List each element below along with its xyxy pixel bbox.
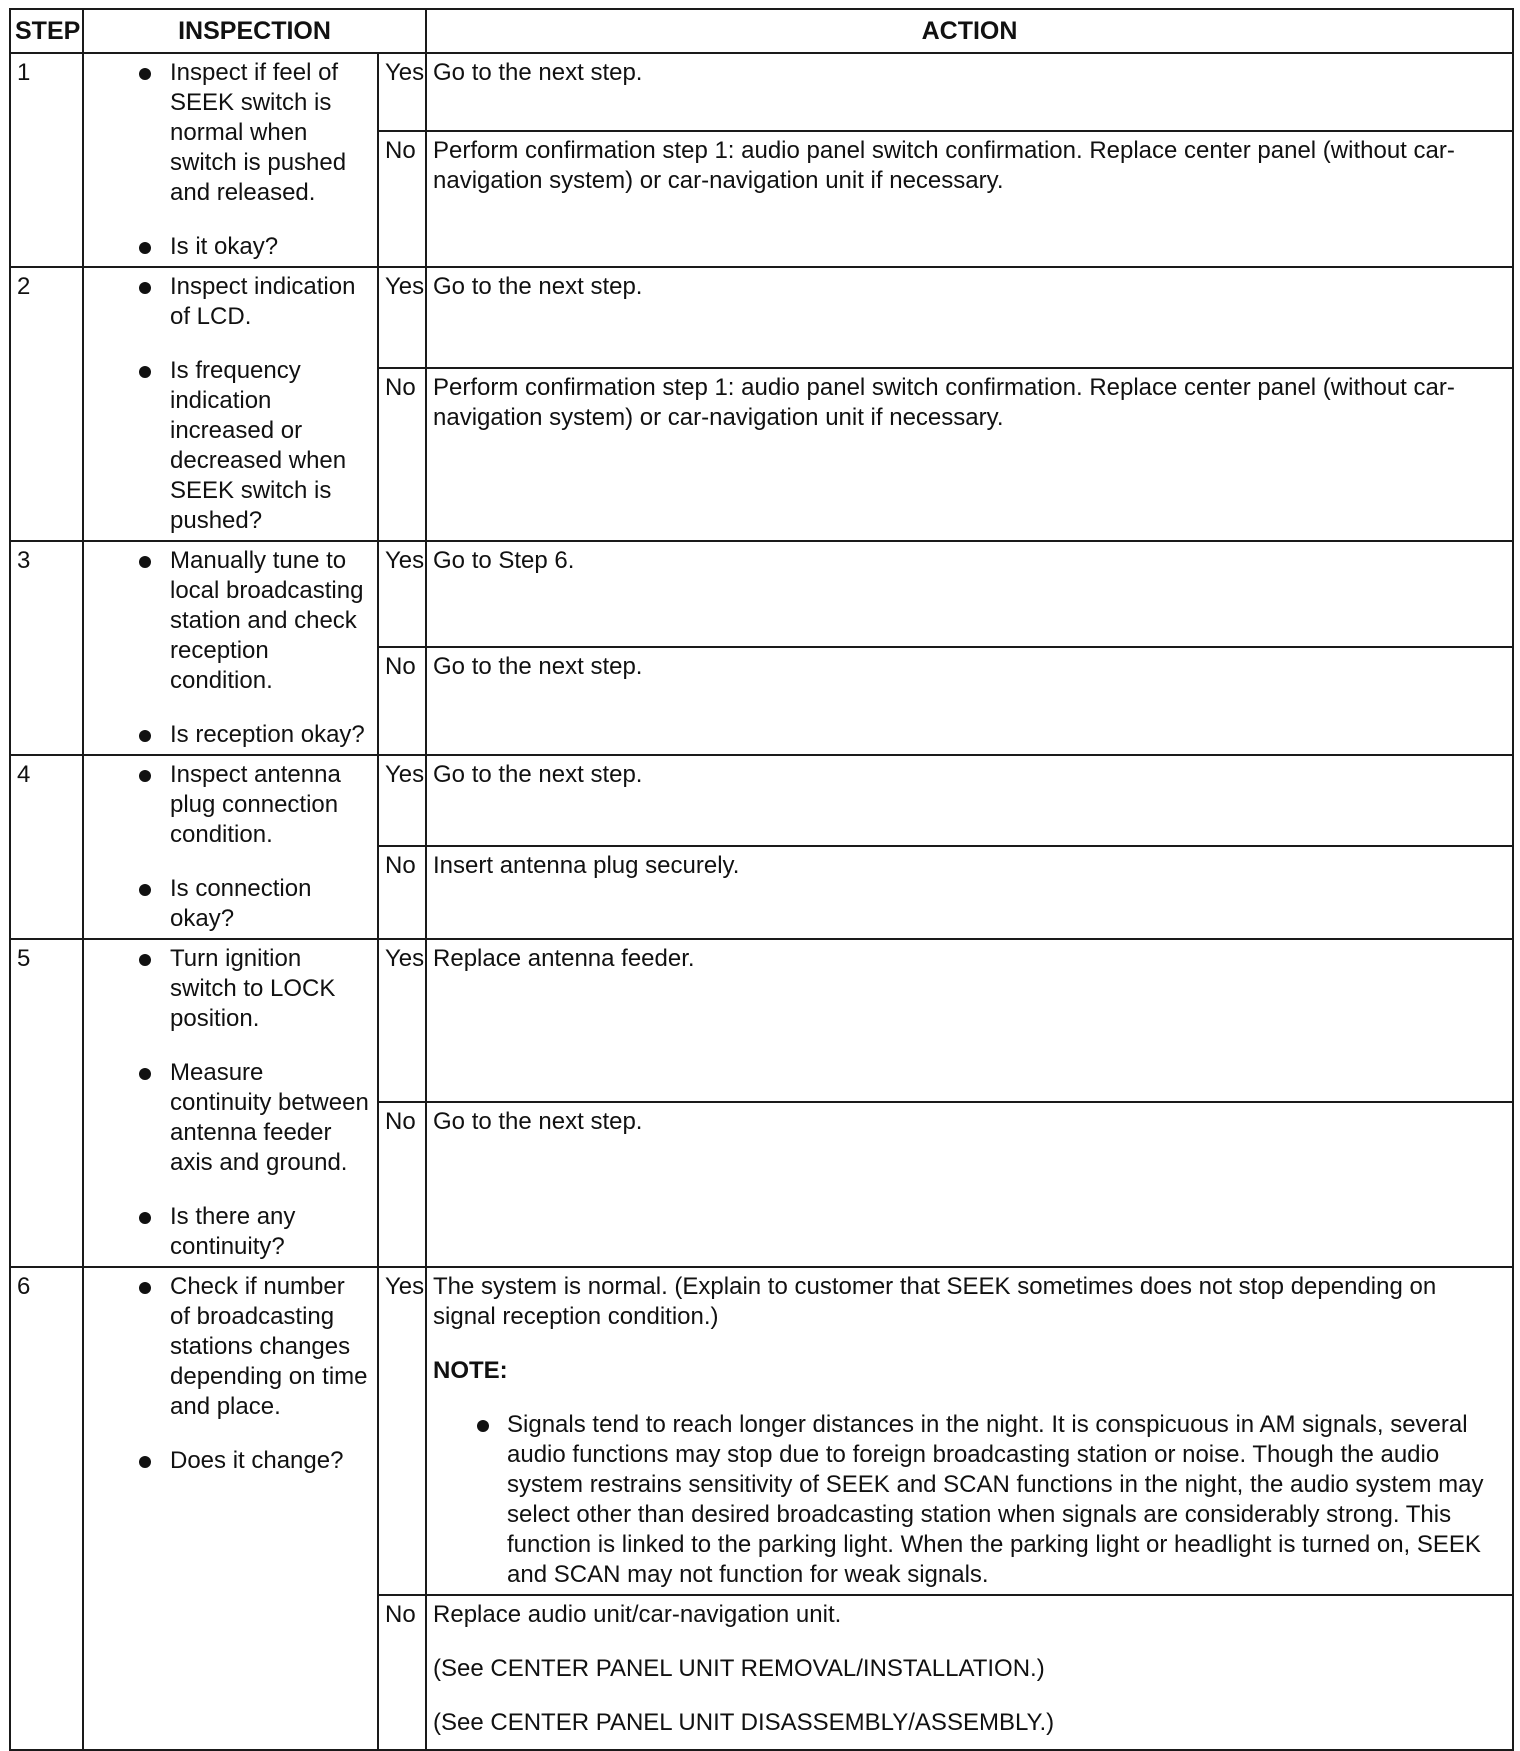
inspection-item: Measure continuity between antenna feeder axis and ground. (90, 1058, 370, 1178)
action-text: Go to the next step. (433, 273, 643, 300)
action-text: Go to the next step. (433, 653, 643, 681)
inspection-cell (83, 1267, 378, 1750)
inspection-item: Is frequency indication increased or decreased when SEEK switch is pushed? (90, 356, 370, 536)
inspection-item: Is it okay? (90, 232, 370, 262)
yes-label: Yes (378, 939, 426, 1102)
inspection-item: Check if number of broadcasting stations changes depending on time and place. (90, 1272, 370, 1422)
table-header-row (10, 9, 1513, 53)
inspection-item: Inspect if feel of SEEK switch is normal when switch is pushed and released. (90, 58, 370, 208)
inspection-item: Is reception okay? (90, 720, 370, 750)
inspection-item: Is connection okay? (90, 874, 370, 934)
table-row (10, 939, 1513, 1102)
table-row (10, 755, 1513, 846)
header-step: STEP (10, 9, 83, 53)
yes-action (426, 267, 1513, 368)
no-action (426, 1102, 1513, 1267)
action-text: (See CENTER PANEL UNIT REMOVAL/INSTALLATION.) (433, 1655, 1045, 1682)
yes-label: Yes (378, 53, 426, 131)
inspection-cell (83, 53, 378, 267)
no-action (426, 647, 1513, 755)
inspection-cell (83, 541, 378, 755)
troubleshooting-table (9, 8, 1514, 1751)
header-action: ACTION (426, 9, 1513, 53)
inspection-item: Is there any continuity? (90, 1202, 370, 1262)
step-number: 3 (10, 541, 83, 755)
no-label: No (378, 846, 426, 939)
step-number: 6 (10, 1267, 83, 1750)
no-label: No (378, 131, 426, 267)
action-text: Replace antenna feeder. (433, 945, 695, 972)
yes-action (426, 541, 1513, 647)
yes-action (426, 939, 1513, 1102)
no-action (426, 1595, 1513, 1750)
action-text: Go to the next step. (433, 761, 643, 788)
no-label: No (378, 647, 426, 755)
yes-label: Yes (378, 541, 426, 647)
action-text: The system is normal. (Explain to customer that SEEK sometimes does not stop depending on signal reception condition.) (433, 1273, 1437, 1330)
yes-action (426, 1267, 1513, 1595)
table-row (10, 1267, 1513, 1595)
document-page (9, 8, 1512, 1735)
no-label: No (378, 1102, 426, 1267)
no-action (426, 368, 1513, 541)
inspection-item: Does it change? (90, 1446, 370, 1476)
yes-label: Yes (378, 755, 426, 846)
inspection-cell (83, 939, 378, 1267)
action-text: Go to the next step. (433, 59, 643, 86)
table-row (10, 541, 1513, 647)
inspection-item: Manually tune to local broadcasting station and check reception condition. (90, 546, 370, 696)
inspection-item: Inspect antenna plug connection condition. (90, 760, 370, 850)
note-item: Signals tend to reach longer distances in the night. It is conspicuous in AM signals, several audio functions may stop due to foreign broadcasting station or noise. Though the audio system restrains sensitivity of SEEK and SCAN functions in the night, the audio system may select other than desired broadcasting station when signals are considerably strong. This function is linked to the parking light. When the parking light or headlight is turned on, SEEK and SCAN may not function for weak signals. (433, 1410, 1505, 1590)
step-number: 5 (10, 939, 83, 1267)
action-text: (See CENTER PANEL UNIT DISASSEMBLY/ASSEMBLY.) (433, 1709, 1055, 1736)
inspection-cell (83, 267, 378, 541)
action-text: Go to the next step. (433, 1108, 643, 1136)
action-text: Perform confirmation step 1: audio panel switch confirmation. Replace center panel (without car-navigation system) or car-navigation unit if necessary. (433, 137, 1455, 195)
step-number: 1 (10, 53, 83, 267)
table-row (10, 267, 1513, 368)
step-number: 2 (10, 267, 83, 541)
yes-action (426, 53, 1513, 131)
inspection-item: Turn ignition switch to LOCK position. (90, 944, 370, 1034)
no-action (426, 846, 1513, 939)
action-text: Perform confirmation step 1: audio panel switch confirmation. Replace center panel (without car-navigation system) or car-navigation unit if necessary. (433, 374, 1455, 432)
no-action (426, 131, 1513, 267)
inspection-item: Inspect indication of LCD. (90, 272, 370, 332)
action-text: Replace audio unit/car-navigation unit. (433, 1601, 842, 1628)
inspection-cell (83, 755, 378, 939)
yes-action (426, 755, 1513, 846)
no-label: No (378, 1595, 426, 1750)
action-text: Go to Step 6. (433, 547, 575, 574)
header-inspection: INSPECTION (83, 9, 426, 53)
yes-label: Yes (378, 1267, 426, 1595)
no-label: No (378, 368, 426, 541)
yes-label: Yes (378, 267, 426, 368)
note-label: NOTE: (433, 1357, 508, 1384)
step-number: 4 (10, 755, 83, 939)
action-text: Insert antenna plug securely. (433, 852, 740, 880)
table-row (10, 53, 1513, 131)
